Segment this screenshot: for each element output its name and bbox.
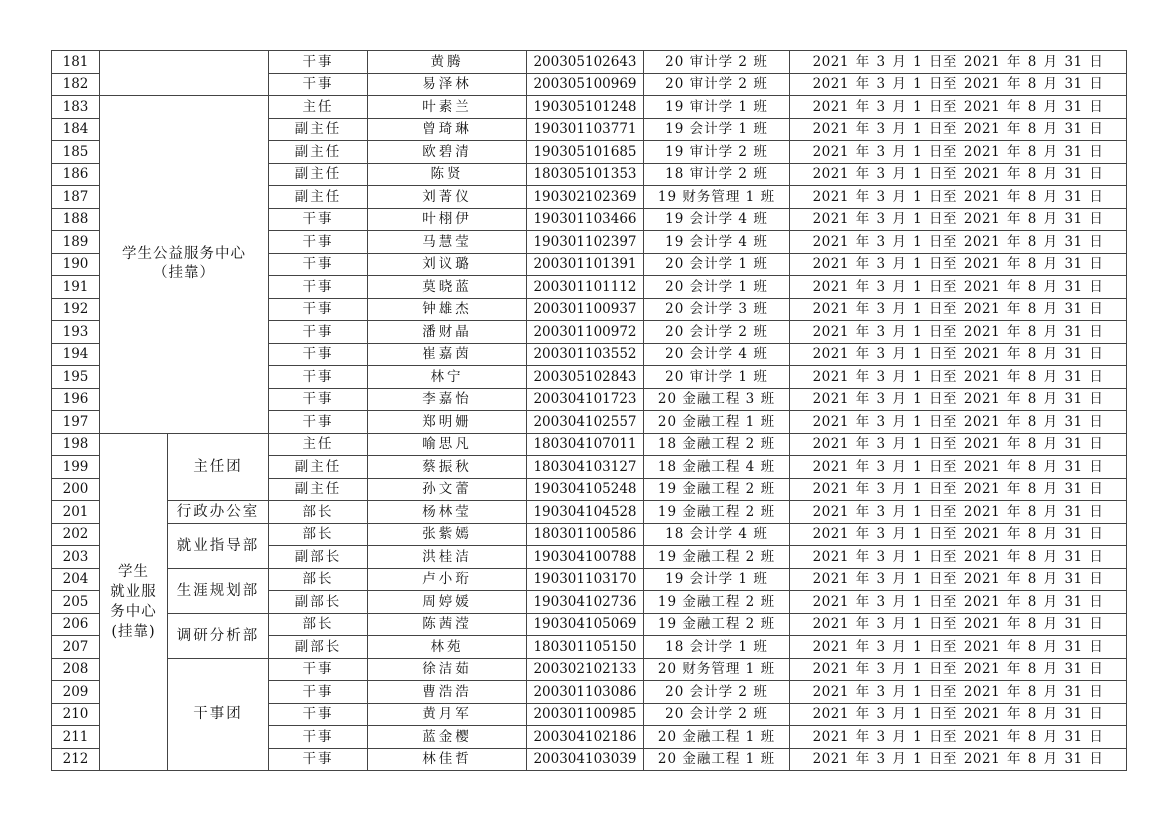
- name-cell: 钟雄杰: [368, 298, 527, 321]
- term-period-cell: 2021 年 3 月 1 日至 2021 年 8 月 31 日: [790, 546, 1127, 569]
- term-period-cell: 2021 年 3 月 1 日至 2021 年 8 月 31 日: [790, 141, 1127, 164]
- term-period-cell: 2021 年 3 月 1 日至 2021 年 8 月 31 日: [790, 186, 1127, 209]
- name-cell: 徐洁茹: [368, 658, 527, 681]
- term-period-cell: 2021 年 3 月 1 日至 2021 年 8 月 31 日: [790, 276, 1127, 299]
- name-cell: 陈茜滢: [368, 613, 527, 636]
- student-id-cell: 190301103170: [527, 568, 644, 591]
- name-cell: 崔嘉茵: [368, 343, 527, 366]
- position-cell: 部长: [269, 501, 368, 524]
- position-cell: 副主任: [269, 163, 368, 186]
- class-cell: 19 金融工程 2 班: [644, 501, 790, 524]
- name-cell: 黄月军: [368, 703, 527, 726]
- position-cell: 部长: [269, 523, 368, 546]
- position-cell: 副主任: [269, 118, 368, 141]
- position-cell: 干事: [269, 658, 368, 681]
- position-cell: 主任: [269, 96, 368, 119]
- name-cell: 郑明姗: [368, 411, 527, 434]
- term-period-cell: 2021 年 3 月 1 日至 2021 年 8 月 31 日: [790, 163, 1127, 186]
- student-id-cell: 180301100586: [527, 523, 644, 546]
- name-cell: 喻思凡: [368, 433, 527, 456]
- class-cell: 18 金融工程 4 班: [644, 456, 790, 479]
- position-cell: 干事: [269, 73, 368, 96]
- row-number-cell: 196: [52, 388, 100, 411]
- name-cell: 易泽林: [368, 73, 527, 96]
- table-row: [52, 96, 1127, 119]
- group-label-line: 学生公益服务中心: [122, 246, 246, 263]
- position-cell: 干事: [269, 703, 368, 726]
- student-id-cell: 190304105248: [527, 478, 644, 501]
- class-cell: 20 审计学 2 班: [644, 73, 790, 96]
- position-cell: 部长: [269, 568, 368, 591]
- name-cell: 林宁: [368, 366, 527, 389]
- name-cell: 曾琦琳: [368, 118, 527, 141]
- name-cell: 林苑: [368, 636, 527, 659]
- student-id-cell: 190301103771: [527, 118, 644, 141]
- row-number-cell: 201: [52, 501, 100, 524]
- class-cell: 20 金融工程 1 班: [644, 748, 790, 771]
- row-number-cell: 199: [52, 456, 100, 479]
- class-cell: 20 金融工程 3 班: [644, 388, 790, 411]
- class-cell: 20 会计学 2 班: [644, 703, 790, 726]
- group-label-line: 务中心: [110, 603, 157, 620]
- term-period-cell: 2021 年 3 月 1 日至 2021 年 8 月 31 日: [790, 51, 1127, 74]
- row-number-cell: 208: [52, 658, 100, 681]
- student-id-cell: 200305102643: [527, 51, 644, 74]
- name-cell: 孙文蕾: [368, 478, 527, 501]
- row-number-cell: 184: [52, 118, 100, 141]
- name-cell: 蔡振秋: [368, 456, 527, 479]
- term-period-cell: 2021 年 3 月 1 日至 2021 年 8 月 31 日: [790, 96, 1127, 119]
- name-cell: 莫晓蓝: [368, 276, 527, 299]
- row-number-cell: 181: [52, 51, 100, 74]
- term-period-cell: 2021 年 3 月 1 日至 2021 年 8 月 31 日: [790, 208, 1127, 231]
- student-id-cell: 180305101353: [527, 163, 644, 186]
- class-cell: 18 金融工程 2 班: [644, 433, 790, 456]
- term-period-cell: 2021 年 3 月 1 日至 2021 年 8 月 31 日: [790, 253, 1127, 276]
- row-number-cell: 210: [52, 703, 100, 726]
- dept-cell-admin-office: 行政办公室: [168, 501, 269, 524]
- table-row: [52, 523, 1127, 546]
- class-cell: 19 审计学 2 班: [644, 141, 790, 164]
- row-number-cell: 186: [52, 163, 100, 186]
- name-cell: 林佳哲: [368, 748, 527, 771]
- term-period-cell: 2021 年 3 月 1 日至 2021 年 8 月 31 日: [790, 231, 1127, 254]
- student-id-cell: 200301101391: [527, 253, 644, 276]
- class-cell: 20 会计学 1 班: [644, 276, 790, 299]
- class-cell: 20 审计学 2 班: [644, 51, 790, 74]
- position-cell: 干事: [269, 208, 368, 231]
- name-cell: 潘财晶: [368, 321, 527, 344]
- group-cell-public-service: [100, 96, 269, 434]
- row-number-cell: 182: [52, 73, 100, 96]
- student-id-cell: 190304105069: [527, 613, 644, 636]
- position-cell: 部长: [269, 613, 368, 636]
- dept-cell-staff-group: 干事团: [168, 658, 269, 771]
- term-period-cell: 2021 年 3 月 1 日至 2021 年 8 月 31 日: [790, 681, 1127, 704]
- position-cell: 副部长: [269, 636, 368, 659]
- term-period-cell: 2021 年 3 月 1 日至 2021 年 8 月 31 日: [790, 388, 1127, 411]
- group-label-line: (挂靠): [111, 623, 156, 640]
- position-cell: 副主任: [269, 456, 368, 479]
- name-cell: 张紫嫣: [368, 523, 527, 546]
- class-cell: 20 会计学 2 班: [644, 681, 790, 704]
- term-period-cell: 2021 年 3 月 1 日至 2021 年 8 月 31 日: [790, 501, 1127, 524]
- student-id-cell: 190301103466: [527, 208, 644, 231]
- student-id-cell: 200301103552: [527, 343, 644, 366]
- row-number-cell: 187: [52, 186, 100, 209]
- row-number-cell: 191: [52, 276, 100, 299]
- row-number-cell: 194: [52, 343, 100, 366]
- term-period-cell: 2021 年 3 月 1 日至 2021 年 8 月 31 日: [790, 748, 1127, 771]
- class-cell: 19 财务管理 1 班: [644, 186, 790, 209]
- class-cell: 19 金融工程 2 班: [644, 478, 790, 501]
- student-id-cell: 190304100788: [527, 546, 644, 569]
- row-number-cell: 204: [52, 568, 100, 591]
- term-period-cell: 2021 年 3 月 1 日至 2021 年 8 月 31 日: [790, 73, 1127, 96]
- row-number-cell: 200: [52, 478, 100, 501]
- dept-cell-research-analysis: 调研分析部: [168, 613, 269, 658]
- row-number-cell: 183: [52, 96, 100, 119]
- term-period-cell: 2021 年 3 月 1 日至 2021 年 8 月 31 日: [790, 568, 1127, 591]
- student-id-cell: 200304103039: [527, 748, 644, 771]
- name-cell: 卢小珩: [368, 568, 527, 591]
- term-period-cell: 2021 年 3 月 1 日至 2021 年 8 月 31 日: [790, 321, 1127, 344]
- class-cell: 20 会计学 4 班: [644, 343, 790, 366]
- table-row: [52, 501, 1127, 524]
- class-cell: 20 审计学 1 班: [644, 366, 790, 389]
- student-id-cell: 190304104528: [527, 501, 644, 524]
- student-id-cell: 200304102557: [527, 411, 644, 434]
- position-cell: 干事: [269, 748, 368, 771]
- row-number-cell: 205: [52, 591, 100, 614]
- class-cell: 18 审计学 2 班: [644, 163, 790, 186]
- row-number-cell: 203: [52, 546, 100, 569]
- table-row: [52, 568, 1127, 591]
- dept-cell-career-planning: 生涯规划部: [168, 568, 269, 613]
- position-cell: 干事: [269, 388, 368, 411]
- row-number-cell: 209: [52, 681, 100, 704]
- name-cell: 杨林莹: [368, 501, 527, 524]
- roster-body: [52, 51, 1127, 771]
- group-label-line: 就业服: [110, 583, 157, 600]
- name-cell: 叶栩伊: [368, 208, 527, 231]
- name-cell: 曹浩浩: [368, 681, 527, 704]
- position-cell: 干事: [269, 343, 368, 366]
- dept-cell-director-group: 主任团: [168, 433, 269, 501]
- position-cell: 副主任: [269, 186, 368, 209]
- group-label-line: （挂靠）: [153, 265, 215, 282]
- name-cell: 陈贤: [368, 163, 527, 186]
- position-cell: 干事: [269, 321, 368, 344]
- name-cell: 叶素兰: [368, 96, 527, 119]
- position-cell: 干事: [269, 366, 368, 389]
- table-row: [52, 51, 1127, 74]
- term-period-cell: 2021 年 3 月 1 日至 2021 年 8 月 31 日: [790, 298, 1127, 321]
- class-cell: 19 金融工程 2 班: [644, 591, 790, 614]
- table-row: [52, 613, 1127, 636]
- student-id-cell: 200304102186: [527, 726, 644, 749]
- row-number-cell: 185: [52, 141, 100, 164]
- name-cell: 刘议璐: [368, 253, 527, 276]
- row-number-cell: 192: [52, 298, 100, 321]
- position-cell: 干事: [269, 276, 368, 299]
- term-period-cell: 2021 年 3 月 1 日至 2021 年 8 月 31 日: [790, 343, 1127, 366]
- group-label-line: 学生: [118, 563, 149, 580]
- student-id-cell: 200301100972: [527, 321, 644, 344]
- class-cell: 19 会计学 4 班: [644, 208, 790, 231]
- term-period-cell: 2021 年 3 月 1 日至 2021 年 8 月 31 日: [790, 726, 1127, 749]
- term-period-cell: 2021 年 3 月 1 日至 2021 年 8 月 31 日: [790, 591, 1127, 614]
- name-cell: 洪桂洁: [368, 546, 527, 569]
- roster-table: [51, 50, 1127, 771]
- class-cell: 19 会计学 4 班: [644, 231, 790, 254]
- student-id-cell: 200305100969: [527, 73, 644, 96]
- student-id-cell: 200301103086: [527, 681, 644, 704]
- dept-cell-career-guidance: 就业指导部: [168, 523, 269, 568]
- class-cell: 20 金融工程 1 班: [644, 726, 790, 749]
- student-id-cell: 200305102843: [527, 366, 644, 389]
- name-cell: 李嘉怡: [368, 388, 527, 411]
- student-id-cell: 200301100937: [527, 298, 644, 321]
- term-period-cell: 2021 年 3 月 1 日至 2021 年 8 月 31 日: [790, 456, 1127, 479]
- class-cell: 20 金融工程 1 班: [644, 411, 790, 434]
- position-cell: 干事: [269, 51, 368, 74]
- group-cell-employment-service: [100, 433, 168, 771]
- term-period-cell: 2021 年 3 月 1 日至 2021 年 8 月 31 日: [790, 658, 1127, 681]
- row-number-cell: 202: [52, 523, 100, 546]
- row-number-cell: 211: [52, 726, 100, 749]
- row-number-cell: 207: [52, 636, 100, 659]
- student-id-cell: 190305101685: [527, 141, 644, 164]
- term-period-cell: 2021 年 3 月 1 日至 2021 年 8 月 31 日: [790, 636, 1127, 659]
- row-number-cell: 198: [52, 433, 100, 456]
- term-period-cell: 2021 年 3 月 1 日至 2021 年 8 月 31 日: [790, 366, 1127, 389]
- student-id-cell: 180304103127: [527, 456, 644, 479]
- name-cell: 欧碧清: [368, 141, 527, 164]
- class-cell: 20 财务管理 1 班: [644, 658, 790, 681]
- blank-group-cell: [100, 51, 269, 96]
- term-period-cell: 2021 年 3 月 1 日至 2021 年 8 月 31 日: [790, 118, 1127, 141]
- table-row: [52, 658, 1127, 681]
- student-id-cell: 200302102133: [527, 658, 644, 681]
- student-id-cell: 190304102736: [527, 591, 644, 614]
- position-cell: 干事: [269, 411, 368, 434]
- term-period-cell: 2021 年 3 月 1 日至 2021 年 8 月 31 日: [790, 703, 1127, 726]
- student-id-cell: 180301105150: [527, 636, 644, 659]
- row-number-cell: 188: [52, 208, 100, 231]
- term-period-cell: 2021 年 3 月 1 日至 2021 年 8 月 31 日: [790, 613, 1127, 636]
- position-cell: 干事: [269, 298, 368, 321]
- position-cell: 副部长: [269, 546, 368, 569]
- row-number-cell: 193: [52, 321, 100, 344]
- row-number-cell: 195: [52, 366, 100, 389]
- position-cell: 干事: [269, 231, 368, 254]
- class-cell: 19 会计学 1 班: [644, 568, 790, 591]
- term-period-cell: 2021 年 3 月 1 日至 2021 年 8 月 31 日: [790, 411, 1127, 434]
- term-period-cell: 2021 年 3 月 1 日至 2021 年 8 月 31 日: [790, 433, 1127, 456]
- row-number-cell: 189: [52, 231, 100, 254]
- position-cell: 副部长: [269, 591, 368, 614]
- student-id-cell: 200301101112: [527, 276, 644, 299]
- class-cell: 20 会计学 1 班: [644, 253, 790, 276]
- position-cell: 干事: [269, 253, 368, 276]
- term-period-cell: 2021 年 3 月 1 日至 2021 年 8 月 31 日: [790, 523, 1127, 546]
- row-number-cell: 212: [52, 748, 100, 771]
- class-cell: 18 会计学 4 班: [644, 523, 790, 546]
- row-number-cell: 197: [52, 411, 100, 434]
- student-id-cell: 190302102369: [527, 186, 644, 209]
- position-cell: 副主任: [269, 141, 368, 164]
- name-cell: 蓝金樱: [368, 726, 527, 749]
- name-cell: 马慧莹: [368, 231, 527, 254]
- student-id-cell: 200301100985: [527, 703, 644, 726]
- position-cell: 副主任: [269, 478, 368, 501]
- name-cell: 周婷媛: [368, 591, 527, 614]
- position-cell: 干事: [269, 681, 368, 704]
- row-number-cell: 190: [52, 253, 100, 276]
- student-id-cell: 190301102397: [527, 231, 644, 254]
- class-cell: 18 会计学 1 班: [644, 636, 790, 659]
- position-cell: 干事: [269, 726, 368, 749]
- name-cell: 刘菁仪: [368, 186, 527, 209]
- class-cell: 19 金融工程 2 班: [644, 613, 790, 636]
- class-cell: 19 金融工程 2 班: [644, 546, 790, 569]
- class-cell: 20 会计学 2 班: [644, 321, 790, 344]
- student-id-cell: 190305101248: [527, 96, 644, 119]
- class-cell: 19 会计学 1 班: [644, 118, 790, 141]
- name-cell: 黄腾: [368, 51, 527, 74]
- row-number-cell: 206: [52, 613, 100, 636]
- position-cell: 主任: [269, 433, 368, 456]
- class-cell: 19 审计学 1 班: [644, 96, 790, 119]
- term-period-cell: 2021 年 3 月 1 日至 2021 年 8 月 31 日: [790, 478, 1127, 501]
- student-id-cell: 200304101723: [527, 388, 644, 411]
- student-id-cell: 180304107011: [527, 433, 644, 456]
- table-row: [52, 433, 1127, 456]
- class-cell: 20 会计学 3 班: [644, 298, 790, 321]
